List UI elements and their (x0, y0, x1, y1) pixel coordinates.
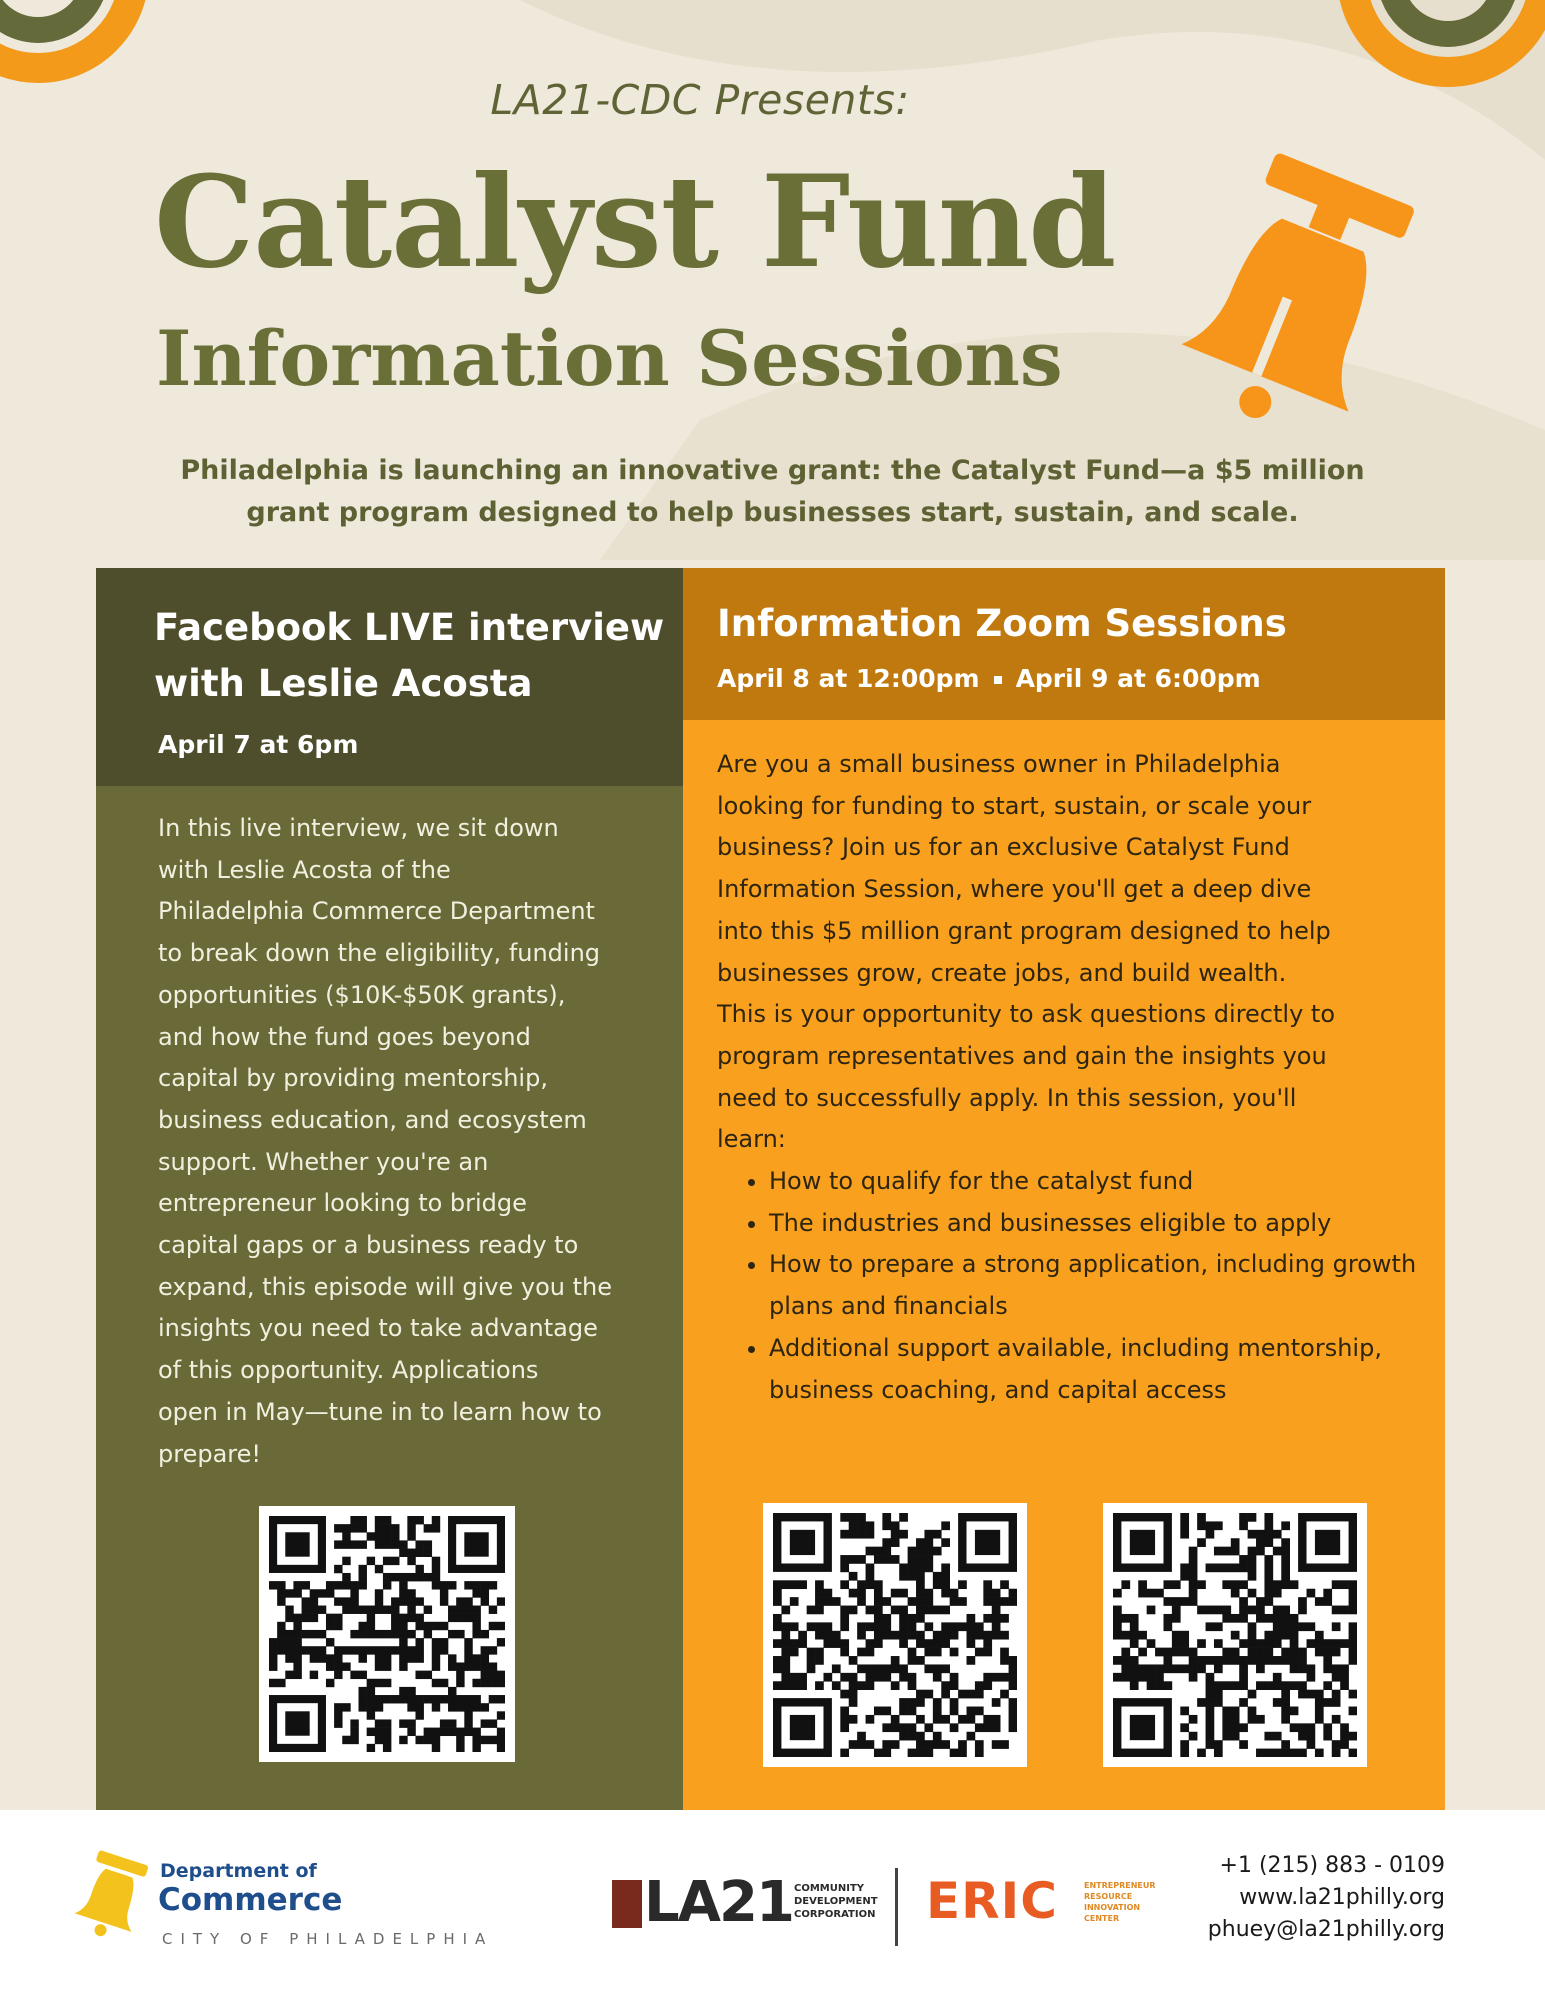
facebook-title-line-1: Facebook LIVE interview (154, 606, 665, 649)
qr-code-icon (269, 1516, 505, 1752)
facebook-body-line: opportunities ($10K-$50K grants), (158, 980, 566, 1009)
facebook-body-line: open in May—tune in to learn how to (158, 1397, 602, 1426)
commerce-label: Commerce (158, 1882, 343, 1918)
facebook-live-description (158, 808, 663, 1475)
facebook-body-line: and how the fund goes beyond (158, 1022, 531, 1051)
facebook-live-date: April 7 at 6pm (158, 730, 359, 759)
facebook-body-line: capital by providing mentorship, (158, 1064, 548, 1093)
zoom-session-1-qr-code[interactable] (763, 1503, 1027, 1767)
website-link[interactable]: www.la21philly.org (1239, 1885, 1445, 1910)
facebook-live-panel (96, 568, 683, 1810)
zoom-body-line: Information Session, where you'll get a deep dive (717, 875, 1312, 904)
facebook-body-line: Philadelphia Commerce Department (158, 897, 595, 926)
email-link[interactable]: phuey@la21philly.org (1207, 1917, 1445, 1942)
zoom-sessions-panel (683, 568, 1445, 1810)
zoom-body-line: learn: (717, 1125, 786, 1154)
zoom-sessions-title: Information Zoom Sessions (717, 602, 1287, 645)
la21-tree-icon (612, 1880, 642, 1928)
la21-sub-line: COMMUNITY (794, 1883, 865, 1894)
eric-sub-line: ENTREPRENEUR (1084, 1881, 1156, 1890)
facebook-body-line: business education, and ecosystem (158, 1105, 587, 1134)
learning-points-list (717, 1161, 1417, 1411)
city-label: CITY OF PHILADELPHIA (162, 1930, 494, 1948)
logo-divider (895, 1868, 898, 1946)
eric-sub-line: RESOURCE (1084, 1892, 1133, 1901)
commerce-bell-icon (72, 1850, 152, 1940)
intro-line-1: Philadelphia is launching an innovative grant: the Catalyst Fund—a $5 million (180, 455, 1365, 486)
facebook-body-line: of this opportunity. Applications (158, 1356, 539, 1385)
eric-sub-line: CENTER (1084, 1914, 1120, 1923)
arc-ornament-left (0, 0, 134, 68)
facebook-body-line: In this live interview, we sit down (158, 814, 559, 842)
facebook-qr-code[interactable] (259, 1506, 515, 1762)
la21-sub-line: DEVELOPMENT (794, 1896, 878, 1907)
footer (0, 1810, 1545, 2000)
zoom-body-line: program representatives and gain the insights you (717, 1041, 1327, 1070)
list-item: • How to qualify for the catalyst fund (769, 1161, 1417, 1203)
zoom-body-line: need to successfully apply. In this session, you'll (717, 1083, 1297, 1112)
intro-text (140, 450, 1405, 534)
facebook-body-line: insights you need to take advantage (158, 1314, 598, 1343)
la21-logo: LA21 (644, 1870, 793, 1935)
list-item: • Additional support available, including mentorship, business coaching, and capital access (769, 1328, 1417, 1411)
contact-info (1208, 1850, 1445, 1946)
facebook-body-line: expand, this episode will give you the (158, 1272, 612, 1301)
zoom-date-2: April 9 at 6:00pm (1015, 664, 1261, 693)
qr-code-icon (773, 1513, 1017, 1757)
la21-sub-line: CORPORATION (794, 1909, 876, 1920)
facebook-body-line: prepare! (158, 1439, 262, 1468)
zoom-body-line: Are you a small business owner in Philadelphia (717, 750, 1281, 778)
eric-logo: ERIC (926, 1872, 1058, 1930)
zoom-date-1: April 8 at 12:00pm (717, 664, 980, 693)
zoom-body-line: business? Join us for an exclusive Catalyst Fund (717, 833, 1290, 862)
zoom-sessions-header (683, 568, 1445, 720)
phone-number: +1 (215) 883 - 0109 (1219, 1853, 1445, 1878)
zoom-sessions-description (717, 744, 1417, 1411)
qr-code-icon (1113, 1513, 1357, 1757)
facebook-body-line: to break down the eligibility, funding (158, 939, 601, 968)
zoom-session-2-qr-code[interactable] (1103, 1503, 1367, 1767)
facebook-title-line-2: with Leslie Acosta (154, 662, 533, 705)
la21-subtitle (794, 1882, 878, 1921)
zoom-body-line: businesses grow, create jobs, and build wealth. (717, 958, 1287, 987)
facebook-body-line: capital gaps or a business ready to (158, 1231, 579, 1260)
facebook-live-header (96, 568, 683, 786)
facebook-body-line: with Leslie Acosta of the (158, 855, 451, 884)
page-title: Catalyst Fund (154, 148, 1116, 296)
facebook-body-line: support. Whether you're an (158, 1147, 489, 1176)
liberty-bell-icon (1168, 150, 1418, 430)
zoom-sessions-dates (717, 664, 1261, 693)
zoom-body-line: This is your opportunity to ask questions directly to (717, 1000, 1335, 1029)
eric-sub-line: INNOVATION (1084, 1903, 1141, 1912)
intro-line-2: grant program designed to help businesses start, sustain, and scale. (246, 497, 1299, 528)
zoom-body-line: into this $5 million grant program designed to help (717, 916, 1331, 945)
facebook-body-line: entrepreneur looking to bridge (158, 1189, 527, 1218)
commerce-dept-label: Department of (160, 1860, 317, 1882)
zoom-body-line: looking for funding to start, sustain, or scale your (717, 791, 1312, 820)
facebook-live-title (154, 600, 674, 712)
page-subtitle-title: Information Sessions (156, 314, 1063, 403)
separator-dot-icon (994, 676, 1002, 684)
eric-subtitle (1084, 1880, 1156, 1924)
presenter-line: LA21-CDC Presents: (490, 76, 910, 124)
list-item: • How to prepare a strong application, including growth plans and financials (769, 1244, 1417, 1327)
list-item: • The industries and businesses eligible to apply (769, 1203, 1417, 1245)
